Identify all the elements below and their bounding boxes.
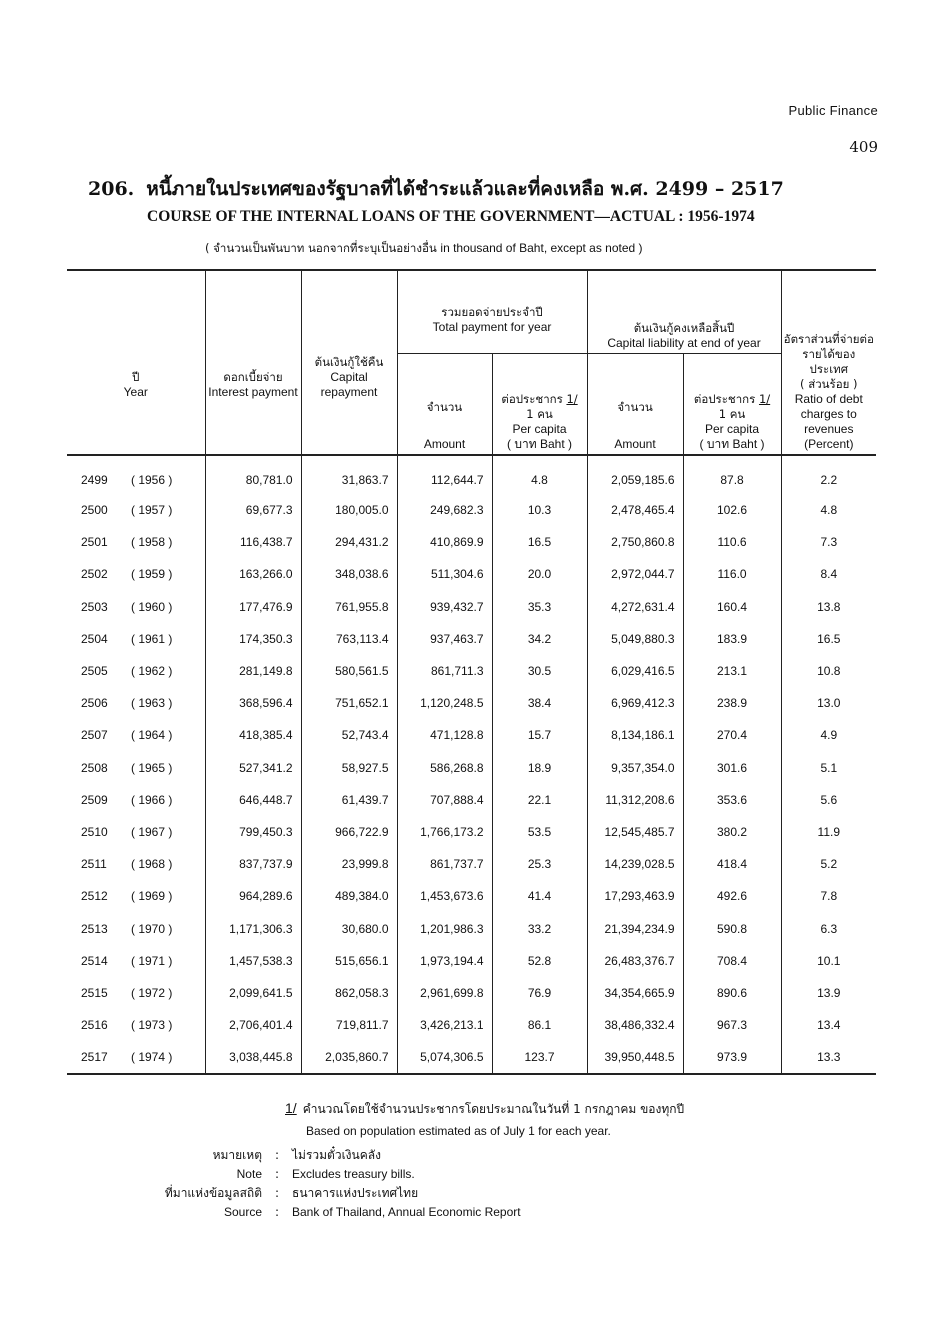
cell-interest: 80,781.0 [205,455,301,494]
table-row [67,623,876,655]
cell-interest: 2,706,401.4 [205,1009,301,1041]
header-total-payment: รวมยอดจ่ายประจำปี Total payment for year [397,270,587,354]
header-capital-liability: ต้นเงินกู้คงเหลือสิ้นปี Capital liability at end of year [587,270,781,354]
cell-liability-amount: 2,750,860.8 [587,526,683,558]
cell-capital-repayment: 2,035,860.7 [301,1041,397,1074]
header-interest: ดอกเบี้ยจ่าย Interest payment [205,270,301,455]
cell-liability-per-capita: 590.8 [683,912,781,944]
loans-table [67,269,876,1075]
cell-interest: 418,385.4 [205,719,301,751]
cell-total-amount: 3,426,213.1 [397,1009,492,1041]
table-row [67,558,876,590]
cell-total-amount: 861,711.3 [397,655,492,687]
cell-year-ad: ( 1956 ) [131,473,173,487]
cell-year-be: 2514 [81,953,108,968]
note-english-row: Note : Excludes treasury bills. [236,1167,415,1181]
cell-total-per-capita: 25.3 [492,848,587,880]
table-row [67,494,876,526]
cell-liability-per-capita: 110.6 [683,526,781,558]
cell-year-be: 2507 [81,728,108,743]
cell-ratio: 7.3 [781,526,876,558]
footnote-mark: 1/ [285,1100,297,1116]
unit-note-english: in thousand of Baht, except as noted ) [440,241,643,255]
cell-year-ad: ( 1959 ) [131,567,173,582]
table-row [67,752,876,784]
cell-total-amount: 1,766,173.2 [397,816,492,848]
table-number: 206. [88,178,135,200]
cell-interest: 116,438.7 [205,526,301,558]
cell-liability-per-capita: 160.4 [683,591,781,623]
cell-liability-amount: 17,293,463.9 [587,880,683,912]
cell-ratio: 13.0 [781,687,876,719]
table-title-thai [88,174,888,204]
cell-interest: 281,149.8 [205,655,301,687]
cell-capital-repayment: 294,431.2 [301,526,397,558]
cell-interest: 646,448.7 [205,784,301,816]
cell-total-per-capita: 4.8 [492,455,587,494]
cell-year-be: 2515 [81,985,108,1000]
cell-liability-amount: 5,049,880.3 [587,623,683,655]
cell-interest: 69,677.3 [205,494,301,526]
footnote-thai: คำนวณโดยใช้จำนวนประชากรโดยประมาณในวันที่ 1 กรกฎาคม ของทุกปี [302,1102,685,1116]
table-row [67,1009,876,1041]
cell-capital-repayment: 58,927.5 [301,752,397,784]
cell-capital-repayment: 515,656.1 [301,945,397,977]
cell-total-per-capita: 18.9 [492,752,587,784]
cell-capital-repayment: 180,005.0 [301,494,397,526]
cell-ratio: 2.2 [781,455,876,494]
cell-capital-repayment: 763,113.4 [301,623,397,655]
cell-liability-amount: 38,486,332.4 [587,1009,683,1041]
notes-block [140,1146,521,1222]
cell-capital-repayment: 751,652.1 [301,687,397,719]
cell-year-be: 2506 [81,696,108,711]
cell-interest: 964,289.6 [205,880,301,912]
cell-liability-amount: 34,354,665.9 [587,977,683,1009]
cell-total-amount: 410,869.9 [397,526,492,558]
cell-total-amount: 586,268.8 [397,752,492,784]
cell-year-ad: ( 1963 ) [131,696,173,711]
cell-liability-amount: 9,357,354.0 [587,752,683,784]
cell-year-ad: ( 1973 ) [131,1018,173,1033]
cell-liability-per-capita: 418.4 [683,848,781,880]
cell-interest: 368,596.4 [205,687,301,719]
cell-liability-per-capita: 102.6 [683,494,781,526]
cell-total-amount: 1,201,986.3 [397,912,492,944]
cell-year-ad: ( 1972 ) [131,985,173,1000]
cell-liability-per-capita: 353.6 [683,784,781,816]
cell-year-ad: ( 1958 ) [131,535,173,550]
cell-capital-repayment: 719,811.7 [301,1009,397,1041]
cell-interest: 799,450.3 [205,816,301,848]
cell-total-per-capita: 123.7 [492,1041,587,1074]
cell-liability-amount: 12,545,485.7 [587,816,683,848]
cell-year-be: 2508 [81,760,108,775]
cell-capital-repayment: 966,722.9 [301,816,397,848]
running-head: Public Finance [788,103,878,118]
table-row [67,880,876,912]
table-row [67,687,876,719]
cell-total-amount: 471,128.8 [397,719,492,751]
cell-liability-per-capita: 708.4 [683,945,781,977]
cell-year-be: 2503 [81,599,108,614]
cell-total-amount: 5,074,306.5 [397,1041,492,1074]
cell-ratio: 13.4 [781,1009,876,1041]
cell-liability-amount: 8,134,186.1 [587,719,683,751]
table-row [67,848,876,880]
cell-total-amount: 861,737.7 [397,848,492,880]
unit-note [205,240,643,258]
cell-total-per-capita: 38.4 [492,687,587,719]
cell-year-ad: ( 1971 ) [131,953,173,968]
cell-year-ad: ( 1961 ) [131,631,173,646]
table-row [67,945,876,977]
table-row [67,977,876,1009]
cell-interest: 1,457,538.3 [205,945,301,977]
cell-capital-repayment: 580,561.5 [301,655,397,687]
cell-year-be: 2510 [81,824,108,839]
cell-year-be: 2517 [67,1041,127,1074]
source-english-row: Source : Bank of Thailand, Annual Economic Report [223,1205,521,1219]
cell-year-ad: ( 1960 ) [131,599,173,614]
cell-total-per-capita: 16.5 [492,526,587,558]
cell-liability-per-capita: 87.8 [683,455,781,494]
cell-capital-repayment: 52,743.4 [301,719,397,751]
table-row [67,455,876,494]
cell-interest: 177,476.9 [205,591,301,623]
cell-year-ad: ( 1964 ) [131,728,173,743]
cell-total-per-capita: 41.4 [492,880,587,912]
cell-ratio: 10.1 [781,945,876,977]
cell-ratio: 4.8 [781,494,876,526]
cell-total-amount: 1,120,248.5 [397,687,492,719]
cell-total-amount: 511,304.6 [397,558,492,590]
cell-total-per-capita: 20.0 [492,558,587,590]
cell-year-be: 2513 [81,921,108,936]
cell-liability-per-capita: 270.4 [683,719,781,751]
cell-year-ad: ( 1968 ) [131,857,173,872]
cell-year-ad: ( 1970 ) [131,921,173,936]
cell-liability-amount: 2,478,465.4 [587,494,683,526]
cell-total-per-capita: 10.3 [492,494,587,526]
cell-liability-per-capita: 213.1 [683,655,781,687]
cell-ratio: 13.9 [781,977,876,1009]
cell-interest: 163,266.0 [205,558,301,590]
cell-year-be: 2500 [81,503,108,518]
cell-capital-repayment: 761,955.8 [301,591,397,623]
title-thai-text: หนี้ภายในประเทศของรัฐบาลที่ได้ชำระแล้วและที่คงเหลือ พ.ศ. 2499 – 2517 [146,178,784,200]
cell-liability-amount: 2,972,044.7 [587,558,683,590]
cell-year-ad: ( 1966 ) [131,792,173,807]
cell-total-per-capita: 53.5 [492,816,587,848]
cell-ratio: 16.5 [781,623,876,655]
cell-liability-per-capita: 116.0 [683,558,781,590]
cell-capital-repayment: 61,439.7 [301,784,397,816]
cell-year-be: 2502 [81,567,108,582]
cell-year-be: 2505 [81,664,108,679]
cell-total-amount: 937,463.7 [397,623,492,655]
cell-total-per-capita: 33.2 [492,912,587,944]
cell-ratio: 13.8 [781,591,876,623]
table-row [67,816,876,848]
table-row [67,912,876,944]
table-row [67,719,876,751]
cell-year-be: 2512 [81,889,108,904]
cell-liability-per-capita: 183.9 [683,623,781,655]
header-ratio: อัตราส่วนที่จ่ายต่อรายได้ของประเทศ ( ส่วนร้อย ) Ratio of debt charges to revenues (Percent) [781,270,876,455]
cell-capital-repayment: 30,680.0 [301,912,397,944]
cell-liability-per-capita: 890.6 [683,977,781,1009]
cell-liability-amount: 26,483,376.7 [587,945,683,977]
header-year: ปี Year [67,270,205,455]
header-capital-repayment: ต้นเงินกู้ใช้คืน Capital repayment [301,270,397,455]
cell-year-be: 2504 [81,631,108,646]
header-total-per-capita: ต่อประชากร 1/ 1 คน Per capita ( บาท Baht ) [492,354,587,456]
note-thai-row: หมายเหตุ : ไม่รวมตั๋วเงินคลัง [212,1148,381,1162]
cell-liability-amount: 4,272,631.4 [587,591,683,623]
cell-total-amount: 1,453,673.6 [397,880,492,912]
cell-ratio: 11.9 [781,816,876,848]
cell-liability-amount: 21,394,234.9 [587,912,683,944]
cell-liability-amount: 6,969,412.3 [587,687,683,719]
cell-liability-per-capita: 973.9 [683,1041,781,1074]
cell-total-amount: 112,644.7 [397,455,492,494]
cell-interest: 837,737.9 [205,848,301,880]
cell-interest: 1,171,306.3 [205,912,301,944]
cell-ratio: 7.8 [781,880,876,912]
cell-total-per-capita: 35.3 [492,591,587,623]
table-row [67,526,876,558]
cell-liability-per-capita: 492.6 [683,880,781,912]
header-total-amount: จำนวน Amount [397,354,492,456]
cell-year-ad: ( 1957 ) [131,503,173,518]
cell-total-amount: 707,888.4 [397,784,492,816]
cell-total-per-capita: 34.2 [492,623,587,655]
cell-total-per-capita: 30.5 [492,655,587,687]
cell-capital-repayment: 489,384.0 [301,880,397,912]
cell-ratio: 5.1 [781,752,876,784]
footnote [285,1100,684,1119]
cell-year-be: 2509 [81,792,108,807]
cell-capital-repayment: 862,058.3 [301,977,397,1009]
cell-total-amount: 1,973,194.4 [397,945,492,977]
cell-liability-amount: 6,029,416.5 [587,655,683,687]
cell-capital-repayment: 31,863.7 [301,455,397,494]
cell-ratio: 8.4 [781,558,876,590]
cell-year-be: 2516 [81,1018,108,1033]
cell-capital-repayment: 348,038.6 [301,558,397,590]
cell-interest: 527,341.2 [205,752,301,784]
cell-ratio: 5.6 [781,784,876,816]
cell-interest: 3,038,445.8 [205,1041,301,1074]
cell-ratio: 13.3 [781,1041,876,1074]
cell-liability-per-capita: 301.6 [683,752,781,784]
cell-ratio: 5.2 [781,848,876,880]
table-row [67,1041,876,1074]
cell-total-per-capita: 76.9 [492,977,587,1009]
cell-year-be: 2499 [81,473,108,487]
cell-year-ad: ( 1965 ) [131,760,173,775]
cell-liability-per-capita: 380.2 [683,816,781,848]
source-thai-row: ที่มาแห่งข้อมูลสถิติ : ธนาคารแห่งประเทศไทย [164,1186,419,1200]
cell-total-per-capita: 86.1 [492,1009,587,1041]
cell-interest: 174,350.3 [205,623,301,655]
table-body [67,455,876,1074]
cell-ratio: 6.3 [781,912,876,944]
cell-total-per-capita: 22.1 [492,784,587,816]
table-row [67,784,876,816]
cell-year-ad: ( 1967 ) [131,824,173,839]
cell-liability-amount: 11,312,208.6 [587,784,683,816]
cell-year-be: 2501 [81,535,108,550]
cell-total-amount: 249,682.3 [397,494,492,526]
cell-total-per-capita: 52.8 [492,945,587,977]
cell-year-ad: ( 1974 ) [127,1041,205,1074]
unit-note-thai: ( จำนวนเป็นพันบาท นอกจากที่ระบุเป็นอย่างอื่น [205,241,437,255]
cell-year-ad: ( 1962 ) [131,664,173,679]
cell-total-amount: 2,961,699.8 [397,977,492,1009]
cell-liability-amount: 14,239,028.5 [587,848,683,880]
cell-ratio: 4.9 [781,719,876,751]
cell-interest: 2,099,641.5 [205,977,301,1009]
cell-total-per-capita: 15.7 [492,719,587,751]
cell-liability-per-capita: 967.3 [683,1009,781,1041]
footnote-english: Based on population estimated as of July 1 for each year. [306,1124,611,1138]
page-number: 409 [849,138,878,156]
cell-capital-repayment: 23,999.8 [301,848,397,880]
cell-liability-amount: 39,950,448.5 [587,1041,683,1074]
cell-year-ad: ( 1969 ) [131,889,173,904]
cell-year-be: 2511 [81,857,107,872]
cell-liability-amount: 2,059,185.6 [587,455,683,494]
table-row [67,591,876,623]
cell-liability-per-capita: 238.9 [683,687,781,719]
cell-ratio: 10.8 [781,655,876,687]
header-liability-per-capita: ต่อประชากร 1/ 1 คน Per capita ( บาท Baht ) [683,354,781,456]
table-title-english: COURSE OF THE INTERNAL LOANS OF THE GOVERNMENT—ACTUAL : 1956-1974 [147,208,755,225]
cell-total-amount: 939,432.7 [397,591,492,623]
header-liability-amount: จำนวน Amount [587,354,683,456]
table-row [67,655,876,687]
